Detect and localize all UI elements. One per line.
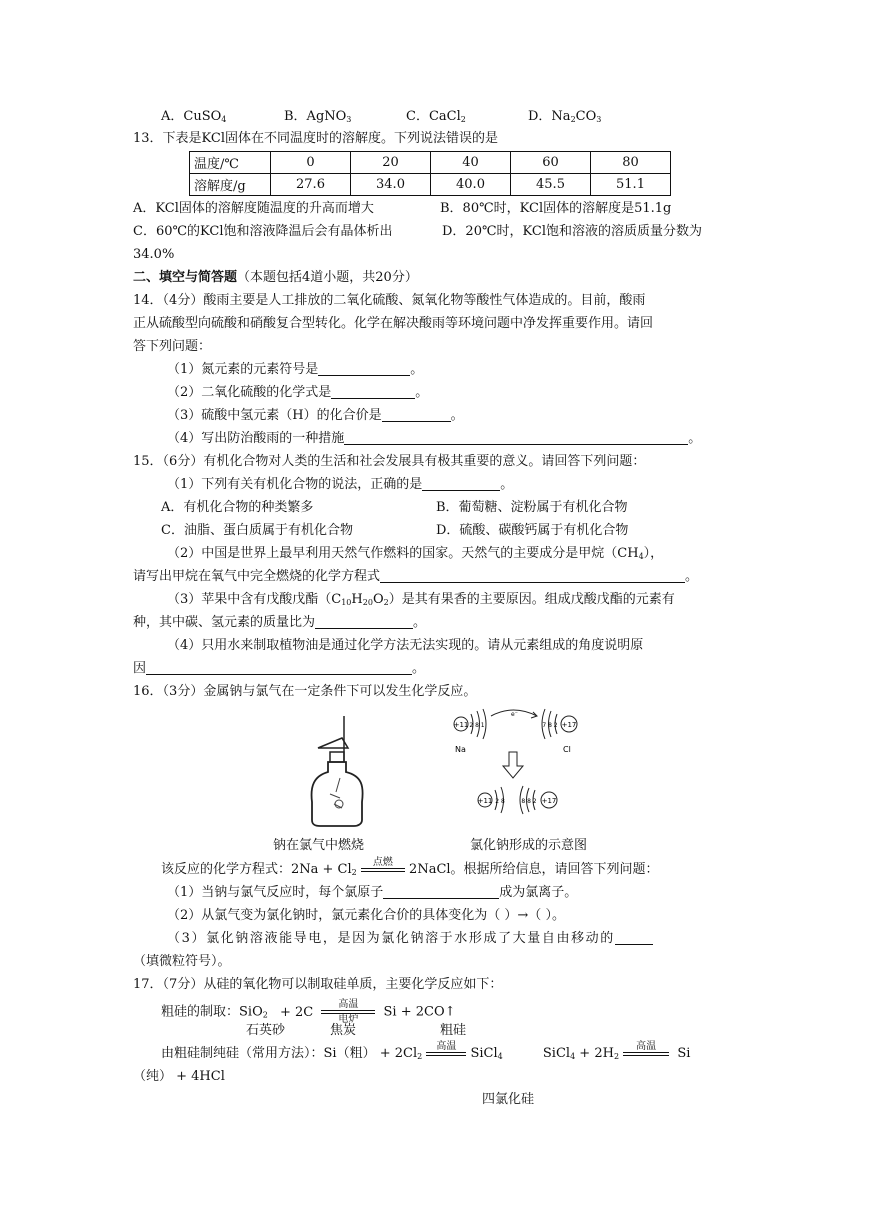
answer-blank[interactable] (382, 407, 451, 422)
q12-option-d: D．$Na_2CO_3$ (528, 109, 602, 124)
q15-line1: 15．（6分）有机化合物对人类的生活和社会发展具有极其重要的意义。请回答下列问题： (133, 454, 646, 469)
table-cell: 40 (431, 152, 511, 174)
table-cell: 0 (271, 152, 351, 174)
q14-sub2: （2）二氧化硫酸的化学式是 。 (167, 385, 429, 400)
label-coke: 焦炭 (330, 1023, 357, 1038)
svg-text:Na: Na (455, 745, 466, 754)
table-row (190, 152, 671, 174)
svg-text:7 8 2: 7 8 2 (542, 722, 558, 729)
q15-option-a: A．有机化合物的种类繁多 (161, 500, 314, 515)
reaction-arrow: 点燃 (361, 868, 405, 872)
figure-caption: 氯化钠形成的示意图 (470, 838, 588, 853)
table-cell: 溶解度/g (190, 174, 271, 196)
answer-blank[interactable] (344, 430, 688, 445)
table-cell: 27.6 (271, 174, 351, 196)
answer-blank[interactable] (146, 660, 412, 675)
q17-line1: 17．（7分）从硅的氧化物可以制取硅单质，主要化学反应如下： (133, 977, 503, 992)
svg-text:+11: +11 (453, 721, 469, 729)
q16-sub3-line2: （填微粒符号）。 (133, 954, 231, 969)
figure-caption: 钠在氯气中燃烧 (273, 838, 365, 853)
q16-sub2: （2）从氯气变为氯化钠时，氯元素化合价的具体变化为（ ）→（ ）。 (167, 908, 565, 923)
answer-blank[interactable] (383, 884, 499, 899)
table-cell: 40.0 (431, 174, 511, 196)
q13-option-d-cont: 34.0% (133, 247, 175, 262)
reaction-arrow: 高温 (426, 1052, 466, 1056)
q13-option-d: D．20℃时，KCl饱和溶液的溶质质量分数为 (442, 224, 702, 239)
table-row (190, 174, 671, 196)
q15-option-c: C．油脂、蛋白质属于有机化合物 (161, 523, 353, 538)
answer-blank[interactable] (380, 568, 685, 583)
q16-sub3-line1: （3）氯化钠溶液能导电，是因为氯化钠溶于水形成了大量自由移动的 (167, 930, 653, 948)
label-quartz-sand: 石英砂 (246, 1023, 286, 1038)
table-cell: 60 (511, 152, 591, 174)
q15-option-d: D．硫酸、碳酸钙属于有机化合物 (436, 523, 629, 538)
table-cell: 温度/℃ (190, 152, 271, 174)
svg-text:+17: +17 (541, 797, 557, 805)
table-cell: 20 (351, 152, 431, 174)
nacl-formation-diagram (445, 706, 580, 831)
q16-sub1: （1）当钠与氯气反应时，每个氯原子 成为氯离子。 (167, 885, 578, 900)
q15-sub3-line1: （3）苹果中含有戊酸戊酯$(C_{10}H_{20}O_2)$是其有果香的主要原因。组成戊酸戊酯的元素有 (167, 592, 675, 607)
svg-text:e⁻: e⁻ (511, 711, 518, 718)
q14-sub4: （4）写出防治酸雨的一种措施 。 (167, 431, 702, 446)
q14-sub3: （3）硫酸中氢元素（H）的化合价是 。 (167, 408, 464, 423)
cl-ion (520, 786, 557, 814)
q12-option-c: C．CaCl$_2$ (406, 109, 466, 124)
solubility-table (189, 151, 671, 196)
label-crude-silicon: 粗硅 (440, 1023, 467, 1038)
q15-sub3-line2: 种，其中碳、氢元素的质量比为 。 (133, 615, 427, 630)
q17-pure-equation-cont: （纯） + 4HCl (133, 1069, 225, 1084)
q15-sub4-line1: （4）只用水来制取植物油是通过化学方法无法实现的。请从元素组成的角度说明原 (167, 638, 644, 653)
svg-text:2 8 1: 2 8 1 (469, 722, 485, 729)
table-cell: 34.0 (351, 174, 431, 196)
q16-line1: 16．（3分）金属钠与氯气在一定条件下可以发生化学反应。 (133, 684, 477, 699)
q13-option-a: A．KCl固体的溶解度随温度的升高而增大 (133, 201, 374, 216)
q14-line1: 14．（4分）酸雨主要是人工排放的二氧化硫酸、氮氧化物等酸性气体造成的。目前，酸雨 (133, 293, 646, 308)
svg-text:8 8 2: 8 8 2 (521, 798, 537, 805)
q12-option-a: A．CuSO$_4$ (161, 109, 227, 124)
q14-line2: 正从硫酸型向硫酸和硝酸复合型转化。化学在解决酸雨等环境问题中净发挥重要作用。请回 (133, 316, 654, 331)
q15-sub2-line2: 请写出甲烷在氧气中完全燃烧的化学方程式 。 (133, 569, 699, 584)
q13-stem: 13．下表是KCl固体在不同温度时的溶解度。下列说法错误的是 (133, 131, 499, 146)
cl-atom (542, 709, 577, 754)
q12-option-b: B．AgNO$_3$ (284, 109, 352, 124)
q15-sub2-line1: （2）中国是世界上最早利用天然气作燃料的国家。天然气的主要成分是甲烷$(CH_4)$， (167, 546, 664, 561)
svg-text:+11: +11 (477, 797, 493, 805)
q15-sub4-line2: 因 。 (133, 661, 426, 676)
answer-blank[interactable] (331, 384, 415, 399)
answer-blank[interactable] (318, 361, 410, 376)
q16-equation: 该反应的化学方程式：$2Na + Cl_2$ 点燃 2NaCl。根据所给信息，请回答下列问题： (161, 856, 659, 877)
sodium-burning-bottle-figure (300, 712, 370, 830)
q17-crude-equation: 粗硅的制取：SiO$_2$ + 2C 高温 电炉 Si + 2CO↑ (161, 999, 456, 1025)
q17-pure-equation: 由粗硅制纯硅（常用方法）：Si（粗） + $2Cl_2$ 高温 SiCl$_4$ SiCl$_4$ + $2H_2$ 高温 Si (161, 1040, 691, 1061)
reaction-arrow: 高温 (623, 1052, 669, 1056)
q14-line3: 答下列问题： (133, 339, 212, 354)
q14-sub1: （1）氮元素的元素符号是 。 (167, 362, 424, 377)
section-title: 二、填空与简答题（本题包括4道小题，共20分） (133, 270, 418, 285)
label-silicon-tetrachloride: 四氯化硅 (482, 1092, 535, 1107)
svg-text:Cl: Cl (563, 745, 571, 754)
na-atom (454, 709, 486, 754)
answer-blank[interactable] (315, 614, 413, 629)
q13-option-c: C．60℃的KCl饱和溶液降温后会有晶体析出 (133, 224, 393, 239)
answer-blank[interactable] (422, 476, 500, 491)
answer-blank[interactable] (615, 930, 653, 945)
na-ion (478, 787, 505, 813)
q15-option-b: B．葡萄糖、淀粉属于有机化合物 (436, 500, 628, 515)
svg-text:2 8: 2 8 (495, 798, 505, 805)
table-cell: 45.5 (511, 174, 591, 196)
q13-option-b: B．80℃时，KCl固体的溶解度是51.1g (440, 201, 672, 216)
table-cell: 51.1 (591, 174, 671, 196)
reaction-arrow: 高温 电炉 (321, 999, 375, 1025)
svg-text:+17: +17 (561, 721, 577, 729)
q15-sub1: （1）下列有关有机化合物的说法，正确的是 。 (167, 477, 514, 492)
table-cell: 80 (591, 152, 671, 174)
